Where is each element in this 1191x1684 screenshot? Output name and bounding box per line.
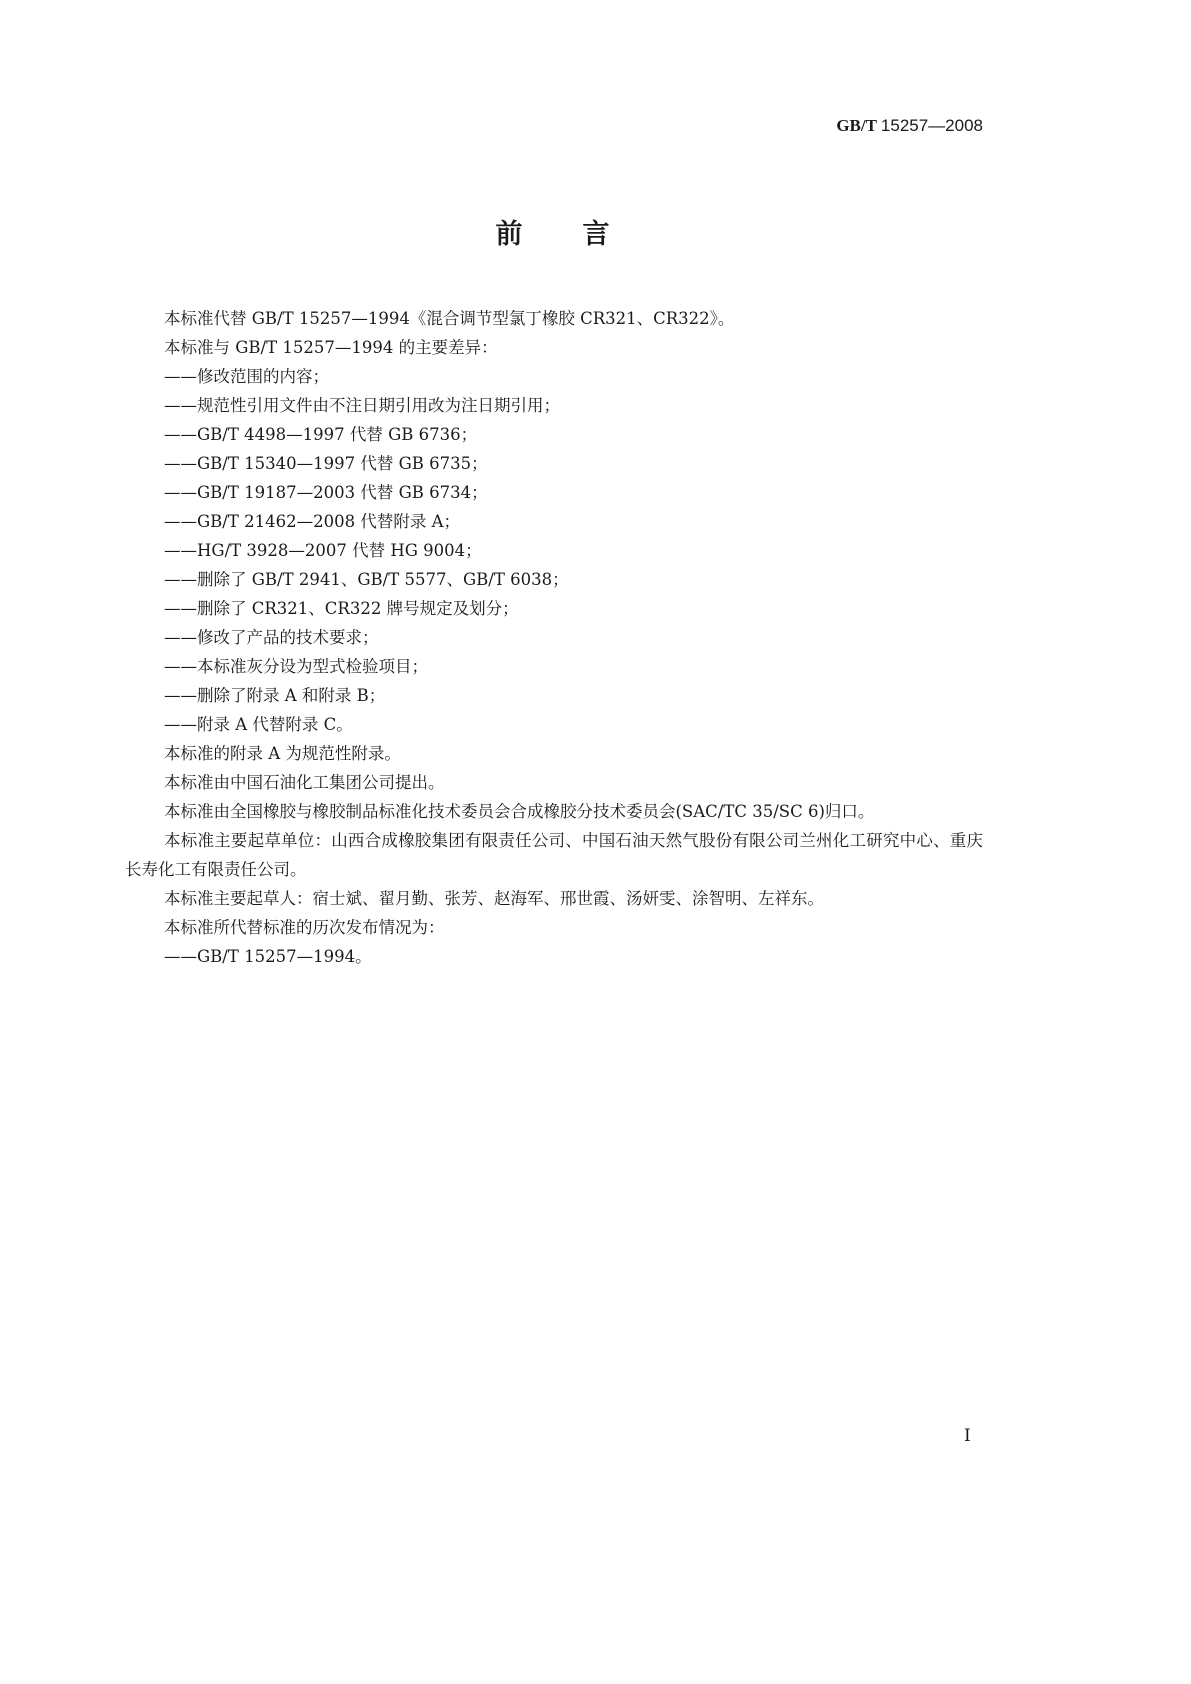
list-item: ——删除了附录 A 和附录 B； — [164, 686, 386, 705]
list-item: ——附录 A 代替附录 C。 — [164, 715, 353, 734]
list-item: ——删除了 GB/T 2941、GB/T 5577、GB/T 6038； — [164, 570, 569, 589]
list-item: ——规范性引用文件由不注日期引用改为注日期引用； — [164, 396, 560, 415]
list-item: ——删除了 CR321、CR322 牌号规定及划分； — [164, 599, 519, 618]
list-item: ——GB/T 15257—1994。 — [164, 947, 372, 966]
paragraph: 本标准代替 GB/T 15257—1994《混合调节型氯丁橡胶 CR321、CR322》。 — [164, 309, 735, 328]
paragraph: 本标准主要起草人：宿士斌、翟月勤、张芳、赵海军、邢世霞、汤妍雯、涂智明、左祥东。 — [164, 889, 824, 908]
list-item: ——本标准灰分设为型式检验项目； — [164, 657, 428, 676]
list-item: ——GB/T 4498—1997 代替 GB 6736； — [164, 425, 478, 444]
list-item: ——修改了产品的技术要求； — [164, 628, 379, 647]
list-item: ——GB/T 21462—2008 代替附录 A； — [164, 512, 461, 531]
paragraph: 本标准主要起草单位：山西合成橡胶集团有限责任公司、中国石油天然气股份有限公司兰州化工研究中心、重庆长寿化工有限责任公司。 — [125, 831, 983, 879]
foreword-body — [125, 304, 983, 971]
list-item: ——HG/T 3928—2007 代替 HG 9004； — [164, 541, 482, 560]
list-item: ——修改范围的内容； — [164, 367, 329, 386]
paragraph: 本标准所代替标准的历次发布情况为： — [164, 918, 445, 937]
list-item: ——GB/T 19187—2003 代替 GB 6734； — [164, 483, 488, 502]
standard-number: 15257—2008 — [880, 116, 983, 135]
paragraph: 本标准与 GB/T 15257—1994 的主要差异： — [164, 338, 498, 357]
standard-header — [836, 116, 983, 136]
standard-code: GB/T — [836, 116, 877, 135]
list-item: ——GB/T 15340—1997 代替 GB 6735； — [164, 454, 488, 473]
paragraph: 本标准由全国橡胶与橡胶制品标准化技术委员会合成橡胶分技术委员会(SAC/TC 35/SC 6)归口。 — [164, 802, 875, 821]
paragraph: 本标准由中国石油化工集团公司提出。 — [164, 773, 445, 792]
paragraph: 本标准的附录 A 为规范性附录。 — [164, 744, 401, 763]
page-title: 前言 — [495, 219, 670, 250]
page-number: I — [964, 1426, 971, 1446]
